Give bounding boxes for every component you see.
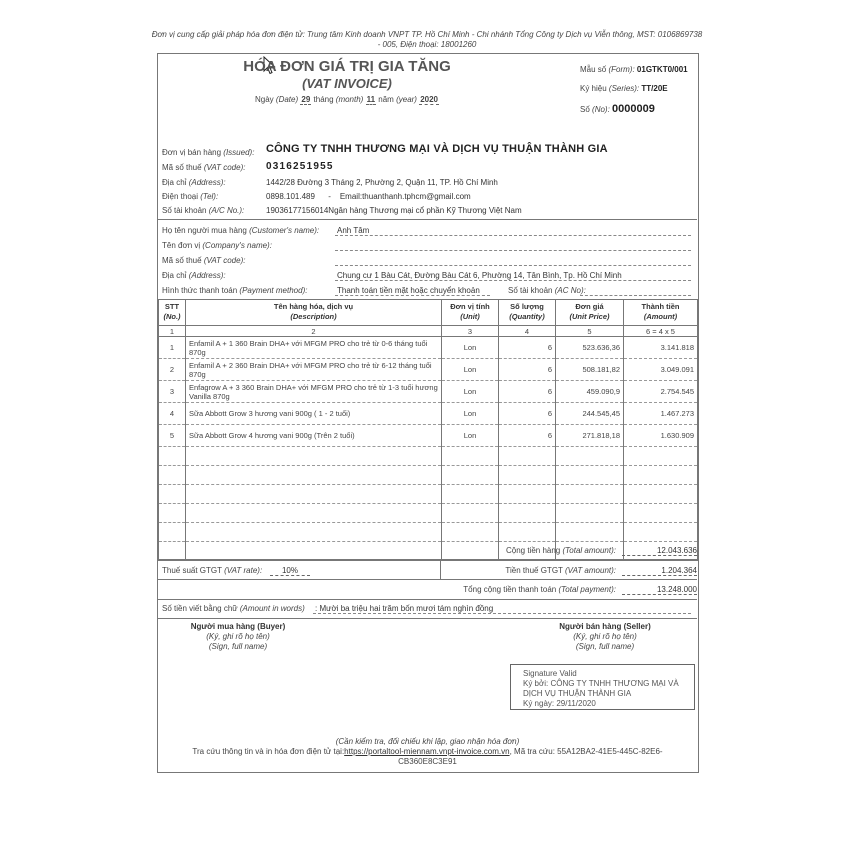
table-row (159, 337, 698, 359)
row-unit: Lon (442, 403, 499, 425)
seller-sign-title: Người bán hàng (Seller) (559, 622, 651, 631)
vat-rate: 10% (270, 566, 310, 576)
signature-valid-title: Signature Valid (523, 669, 577, 678)
seller-tax-label: Mã số thuế (VAT code): (162, 163, 246, 172)
divider (440, 559, 441, 579)
payment-method: Thanh toán tiền mặt hoặc chuyển khoản (337, 286, 480, 295)
divider (158, 599, 697, 600)
series-number: Ký hiệu (Series): TT/20E (580, 84, 668, 93)
header-quantity: Số lượng (Quantity) (499, 299, 556, 326)
row-description: Enfamil A + 1 360 Brain DHA+ với MFGM PRO cho trẻ từ 0-6 tháng tuổi 870g (186, 337, 442, 359)
row-description: Enfamil A + 2 360 Brain DHA+ với MFGM PRO cho trẻ từ 6-12 tháng tuổi 870g (186, 359, 442, 381)
invoice-subtitle: (VAT INVOICE) (302, 76, 392, 91)
row-quantity: 6 (499, 381, 556, 403)
empty-row (159, 447, 698, 466)
divider (158, 618, 697, 619)
buyer-tax-label: Mã số thuế (VAT code): (162, 256, 246, 265)
row-no: 4 (159, 403, 186, 425)
buyer-address: Chung cư 1 Bàu Cát, Đường Bàu Cát 6, Phường 14, Tân Bình, Tp. Hồ Chí Minh (337, 271, 622, 280)
row-no: 3 (159, 381, 186, 403)
index-cell: 4 (499, 326, 556, 337)
seller-name-label: Đơn vị bán hàng (Issued): (162, 148, 255, 157)
lookup-link[interactable]: https://portaltool-miennam.vnpt-invoice.com.vn (344, 747, 510, 756)
table-header (159, 299, 698, 326)
buyer-name-label: Họ tên người mua hàng (Customer's name): (162, 226, 320, 235)
empty-row (159, 466, 698, 485)
row-no: 5 (159, 425, 186, 447)
row-unit-price: 459.090,9 (556, 381, 624, 403)
seller-sign-note-en: (Sign, full name) (575, 642, 635, 651)
table-row (159, 381, 698, 403)
signature-signed-by: Ký bởi: CÔNG TY TNHH THƯƠNG MẠI VÀ DỊCH VỤ THUẬN THÀNH GIA (523, 679, 679, 698)
row-unit: Lon (442, 359, 499, 381)
header-unit-price: Đơn giá (Unit Price) (556, 299, 624, 326)
amount-in-words-label: Số tiền viết bằng chữ (Amount in words) (162, 604, 305, 613)
divider (158, 579, 697, 580)
buyer-account-label: Số tài khoản (AC No): (508, 286, 586, 295)
table-row (159, 359, 698, 381)
table-row (159, 403, 698, 425)
seller-account-label: Số tài khoản (A/C No.): (162, 206, 245, 215)
row-amount: 1.630.909 (624, 425, 698, 447)
index-cell: 3 (442, 326, 499, 337)
row-amount: 3.141.818 (624, 337, 698, 359)
row-quantity: 6 (499, 337, 556, 359)
table-row (159, 425, 698, 447)
header-unit: Đơn vị tính (Unit) (442, 299, 499, 326)
payment-method-line (335, 295, 490, 296)
empty-row (159, 523, 698, 542)
seller-name: CÔNG TY TNHH THƯƠNG MẠI VÀ DỊCH VỤ THUẬN THÀNH GIA (266, 143, 608, 155)
header-no: STT (No.) (159, 299, 186, 326)
buyer-name-line (335, 235, 691, 236)
index-cell: 1 (159, 326, 186, 337)
header-amount: Thành tiền (Amount) (624, 299, 698, 326)
form-number: Mẫu số (Form): 01GTKT0/001 (580, 65, 688, 74)
row-unit-price: 508.181,82 (556, 359, 624, 381)
index-cell: 5 (556, 326, 624, 337)
row-description: Sữa Abbott Grow 3 hương vani 900g ( 1 - 2 tuổi) (186, 403, 442, 425)
seller-phone-label: Điện thoại (Tel): (162, 192, 219, 201)
buyer-name: Anh Tâm (337, 226, 370, 235)
amount-in-words-line (313, 613, 691, 614)
header-description: Tên hàng hóa, dịch vụ (Description) (186, 299, 442, 326)
divider (158, 219, 697, 220)
row-unit-price: 244.545,45 (556, 403, 624, 425)
items-table (158, 299, 698, 561)
amount-in-words: : Mười ba triệu hai trăm bốn mươi tám nghìn đồng (315, 604, 494, 613)
subtotal-value: 12.043.636 (622, 546, 697, 556)
vat-rate-label: Thuế suất GTGT (VAT rate): (162, 566, 263, 575)
row-amount: 3.049.091 (624, 359, 698, 381)
provider-line: Đơn vị cung cấp giải pháp hóa đơn điện tử: Trung tâm Kinh doanh VNPT TP. Hồ Chí Minh - Chi nhánh Tổng Công ty Dịch vụ Viễn thông, MST: 0106869738 - 005, Điện thoại: 18001260 (151, 30, 703, 49)
total-payment: 13.248.000 (622, 585, 697, 595)
empty-row (159, 485, 698, 504)
seller-email: Email:thuanthanh.tphcm@gmail.com (339, 192, 471, 201)
subtotal-label: Cộng tiền hàng (Total amount): (505, 546, 616, 555)
buyer-company-line (335, 250, 691, 251)
footer-lookup: Tra cứu thông tin và in hóa đơn điện tử tại:https://portaltool-miennam.vnpt-invoice.com.vn, Mã tra cứu: 55A12BA2-41E5-445C-82E6-CB360E8C3E91 (192, 747, 663, 766)
row-description: Sữa Abbott Grow 4 hương vani 900g (Trên 2 tuổi) (186, 425, 442, 447)
total-payment-label: Tổng cộng tiền thanh toán (Total payment): (463, 585, 616, 594)
digital-signature-box (510, 664, 695, 710)
vat-amount-label: Tiền thuế GTGT (VAT amount): (505, 566, 616, 575)
seller-phone: 0898.101.489 - Email:thuanthanh.tphcm@gmail.com (266, 192, 471, 201)
row-amount: 1.467.273 (624, 403, 698, 425)
buyer-sign-note-en: (Sign, full name) (208, 642, 268, 651)
index-cell: 6 = 4 x 5 (624, 326, 698, 337)
row-no: 1 (159, 337, 186, 359)
row-quantity: 6 (499, 403, 556, 425)
row-unit: Lon (442, 425, 499, 447)
invoice-number: Số (No): 0000009 (580, 103, 655, 115)
row-unit: Lon (442, 337, 499, 359)
seller-address-label: Địa chỉ (Address): (162, 178, 226, 187)
buyer-sign-title: Người mua hàng (Buyer) (190, 622, 286, 631)
row-description: Enfagrow A + 3 360 Brain DHA+ với MFGM PRO cho trẻ từ 1-3 tuổi hương Vanilla 870g (186, 381, 442, 403)
empty-row (159, 504, 698, 523)
buyer-tax-line (335, 265, 691, 266)
seller-address: 1442/28 Đường 3 Tháng 2, Phường 2, Quận 11, TP. Hồ Chí Minh (266, 178, 498, 187)
index-row (159, 326, 698, 337)
buyer-sign-note: (Ký, ghi rõ họ tên) (206, 632, 270, 641)
buyer-account-line (580, 295, 691, 296)
row-quantity: 6 (499, 359, 556, 381)
row-no: 2 (159, 359, 186, 381)
seller-account: 19036177156014Ngân hàng Thương mại cổ phần Kỹ Thương Việt Nam (266, 206, 522, 215)
signature-date: Ký ngày: 29/11/2020 (523, 699, 596, 708)
seller-tax-code: 0316251955 (266, 161, 334, 172)
index-cell: 2 (186, 326, 442, 337)
payment-method-label: Hình thức thanh toán (Payment method): (162, 286, 308, 295)
invoice-title: HÓA ĐƠN GIÁ TRỊ GIA TĂNG (243, 58, 451, 75)
row-unit: Lon (442, 381, 499, 403)
row-unit-price: 271.818,18 (556, 425, 624, 447)
divider (158, 559, 697, 560)
buyer-address-label: Địa chỉ (Address): (162, 271, 226, 280)
seller-sign-note: (Ký, ghi rõ họ tên) (573, 632, 637, 641)
row-quantity: 6 (499, 425, 556, 447)
buyer-address-line (335, 280, 691, 281)
buyer-company-label: Tên đơn vị (Company's name): (162, 241, 272, 250)
invoice-date: Ngày (Date) 29 tháng (month) 11 năm (year) 2020 (254, 95, 438, 104)
row-amount: 2.754.545 (624, 381, 698, 403)
row-unit-price: 523.636,36 (556, 337, 624, 359)
footer-note: (Cần kiểm tra, đối chiếu khi lập, giao nhận hóa đơn) (335, 737, 520, 746)
vat-amount: 1.204.364 (622, 566, 697, 576)
